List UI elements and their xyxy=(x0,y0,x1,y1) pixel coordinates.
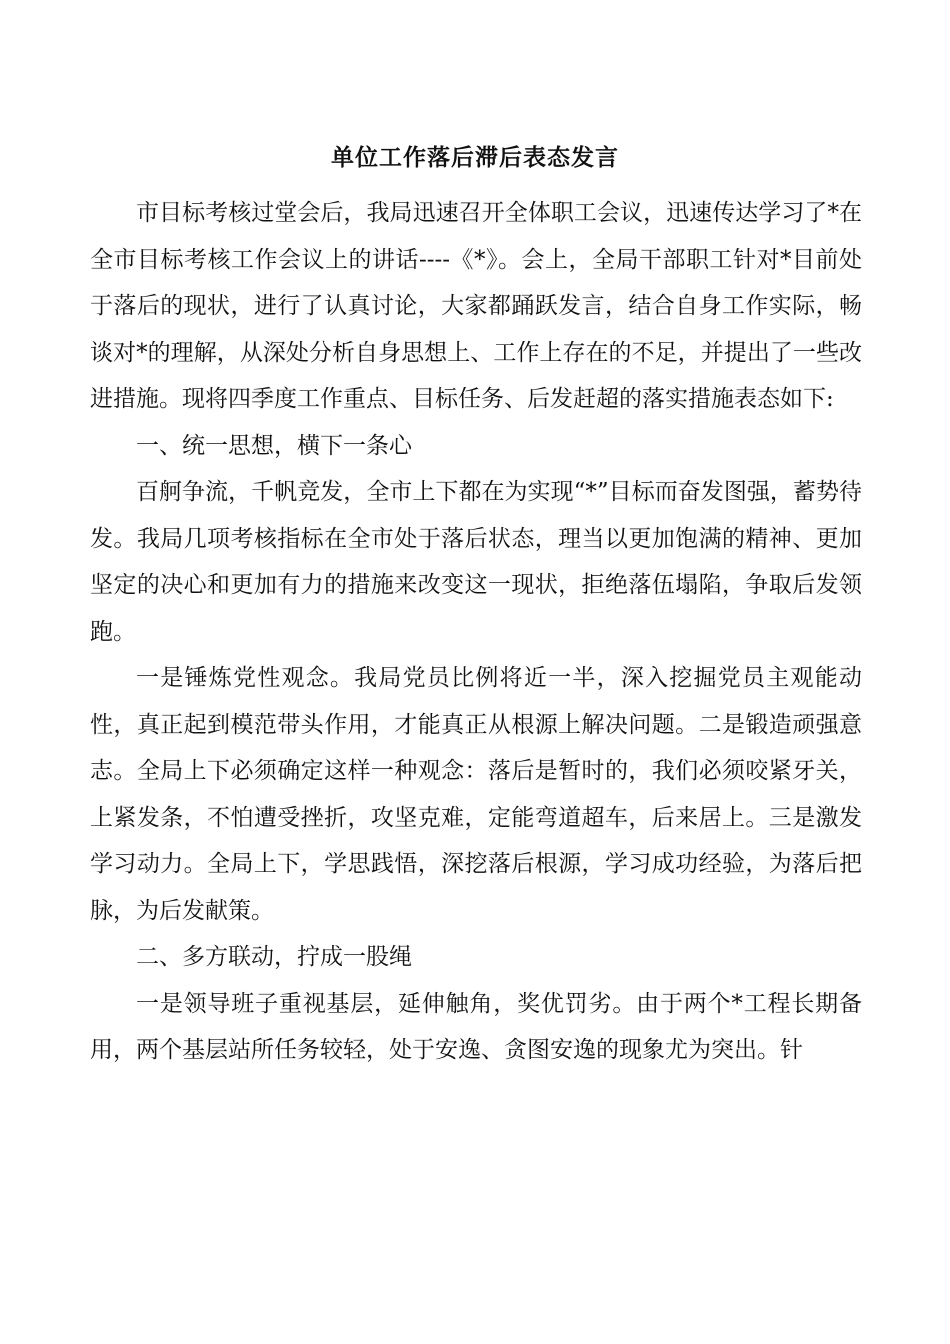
document-body xyxy=(90,190,862,1074)
section-heading-1: 一、统一思想，横下一条心 xyxy=(136,432,412,459)
paragraph-section-1-overview: 百舸争流，千帆竞发，全市上下都在为实现“*”目标而奋发图强，蓄势待发。我局几项考核指标在全市处于落后状态，理当以更加饱满的精神、更加坚定的决心和更加有力的措施来改变这一现状，拒绝落伍塌陷，争取后发领跑。 xyxy=(90,479,862,645)
paragraph-section-1-measures: 一是锤炼党性观念。我局党员比例将近一半，深入挖掘党员主观能动性，真正起到模范带头作用，才能真正从根源上解决问题。二是锻造顽强意志。全局上下必须确定这样一种观念：落后是暂时的，我们必须咬紧牙关，上紧发条，不怕遭受挫折，攻坚克难，定能弯道超车，后来居上。三是激发学习动力。全局上下，学思践悟，深挖落后根源，学习成功经验，为落后把脉，为后发献策。 xyxy=(90,665,862,924)
document-title: 单位工作落后滞后表态发言 xyxy=(331,144,619,171)
paragraph-section-2-measures: 一是领导班子重视基层，延伸触角，奖优罚劣。由于两个*工程长期备用，两个基层站所任务较轻，处于安逸、贪图安逸的现象尤为突出。针 xyxy=(90,990,862,1063)
section-heading-2: 二、多方联动，拧成一股绳 xyxy=(136,944,412,970)
paragraph-intro: 市目标考核过堂会后，我局迅速召开全体职工会议，迅速传达学习了*在全市目标考核工作会议上的讲话----《*》。会上，全局干部职工针对*目前处于落后的现状，进行了认真讨论，大家都踊跃发言，结合自身工作实际，畅谈对*的理解，从深处分析自身思想上、工作上存在的不足，并提出了一些改进措施。现将四季度工作重点、目标任务、后发赶超的落实措施表态如下: xyxy=(90,200,862,412)
